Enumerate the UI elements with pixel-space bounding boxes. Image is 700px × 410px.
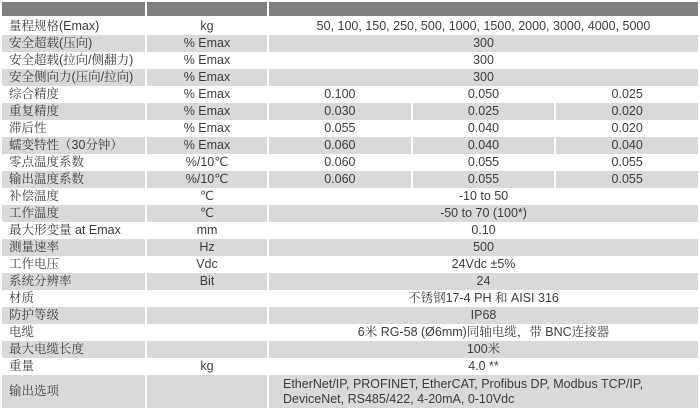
row-unit: kg [147,18,267,35]
row-label: 工作电压 [2,256,145,273]
row-label: 安全超载(压向) [2,35,145,52]
row-values [269,171,698,188]
row-value: 0.055 [269,120,411,137]
row-value: 0.055 [556,154,698,171]
row-unit [147,307,267,324]
table-row [2,273,698,290]
row-value: EtherNet/IP, PROFINET, EtherCAT, Profibus DP, Modbus TCP/IP, DeviceNet, RS485/422, 4-20mA, 0-10Vdc [269,375,698,408]
row-unit: % Emax [147,69,267,86]
table-row [2,222,698,239]
table-header-row [2,2,698,16]
row-unit [147,375,267,408]
table-row [2,69,698,86]
row-label: 蠕变特性（30分钟） [2,137,145,154]
row-value: 4.0 ** [269,358,698,375]
row-unit: Hz [147,239,267,256]
row-unit: % Emax [147,86,267,103]
row-label: 量程规格(Emax) [2,18,145,35]
row-value: 0.10 [269,222,698,239]
row-value: 不锈钢17-4 PH 和 AISI 316 [269,290,698,307]
row-unit: Vdc [147,256,267,273]
row-value: 500 [269,239,698,256]
row-values [269,154,698,171]
row-label: 电缆 [2,324,145,341]
row-unit: % Emax [147,137,267,154]
table-row [2,103,698,120]
row-unit [147,324,267,341]
table-body [2,18,698,408]
row-label: 重量 [2,358,145,375]
table-row [2,52,698,69]
row-value: 24 [269,273,698,290]
row-value: 0.020 [556,120,698,137]
table-row [2,86,698,103]
row-value: 0.055 [413,154,555,171]
row-unit: % Emax [147,103,267,120]
row-label: 安全侧向力(压向/拉向) [2,69,145,86]
row-value: 300 [269,69,698,86]
row-value: 0.100 [269,86,411,103]
row-label: 工作温度 [2,205,145,222]
row-value: 0.025 [556,86,698,103]
row-label: 滞后性 [2,120,145,137]
row-label: 零点温度系数 [2,154,145,171]
row-label: 安全超载(拉向/侧翻力) [2,52,145,69]
row-unit: % Emax [147,52,267,69]
row-label: 最大形变量 at Emax [2,222,145,239]
row-unit: %/10℃ [147,154,267,171]
row-value: 300 [269,52,698,69]
row-label: 重复精度 [2,103,145,120]
table-row [2,239,698,256]
table-row [2,154,698,171]
row-unit: mm [147,222,267,239]
row-value: 0.060 [269,154,411,171]
row-value: 6米 RG-58 (Ø6mm)同轴电缆，带 BNC连接器 [269,324,698,341]
row-value: 0.040 [413,137,555,154]
row-value: 100米 [269,341,698,358]
row-label: 最大电缆长度 [2,341,145,358]
row-value: -50 to 70 (100*) [269,205,698,222]
header-cell-parameter [2,2,145,16]
row-value: 0.020 [556,103,698,120]
row-label: 测量速率 [2,239,145,256]
table-row [2,18,698,35]
row-label: 补偿温度 [2,188,145,205]
row-label: 输出温度系数 [2,171,145,188]
row-value: 50, 100, 150, 250, 500, 1000, 1500, 2000, 3000, 4000, 5000 [269,18,698,35]
table-row [2,171,698,188]
table-row [2,324,698,341]
row-unit: ℃ [147,188,267,205]
row-values [269,103,698,120]
header-cell-unit [147,2,267,16]
table-row [2,290,698,307]
header-cell-values [269,2,698,16]
row-unit: Bit [147,273,267,290]
row-values [269,120,698,137]
row-value: 0.030 [269,103,411,120]
row-label: 防护等级 [2,307,145,324]
row-value: -10 to 50 [269,188,698,205]
row-unit [147,290,267,307]
row-unit: kg [147,358,267,375]
row-values [269,86,698,103]
row-label: 输出选项 [2,375,145,408]
row-unit: % Emax [147,120,267,137]
table-row [2,137,698,154]
row-value: 0.055 [556,171,698,188]
row-unit [147,341,267,358]
row-value: 0.040 [556,137,698,154]
row-unit: ℃ [147,205,267,222]
row-unit: %/10℃ [147,171,267,188]
table-row [2,307,698,324]
row-value: 300 [269,35,698,52]
row-value: 0.060 [269,137,411,154]
table-row [2,358,698,375]
table-row [2,256,698,273]
row-label: 材质 [2,290,145,307]
table-row [2,205,698,222]
row-label: 系统分辨率 [2,273,145,290]
table-row [2,35,698,52]
table-row [2,188,698,205]
table-row [2,375,698,408]
row-value: 0.055 [413,171,555,188]
row-value: 0.040 [413,120,555,137]
row-unit: % Emax [147,35,267,52]
table-row [2,341,698,358]
table-row [2,120,698,137]
row-values [269,137,698,154]
row-value: 24Vdc ±5% [269,256,698,273]
row-value: 0.050 [413,86,555,103]
row-value: IP68 [269,307,698,324]
row-value: 0.060 [269,171,411,188]
row-value: 0.025 [413,103,555,120]
row-label: 综合精度 [2,86,145,103]
